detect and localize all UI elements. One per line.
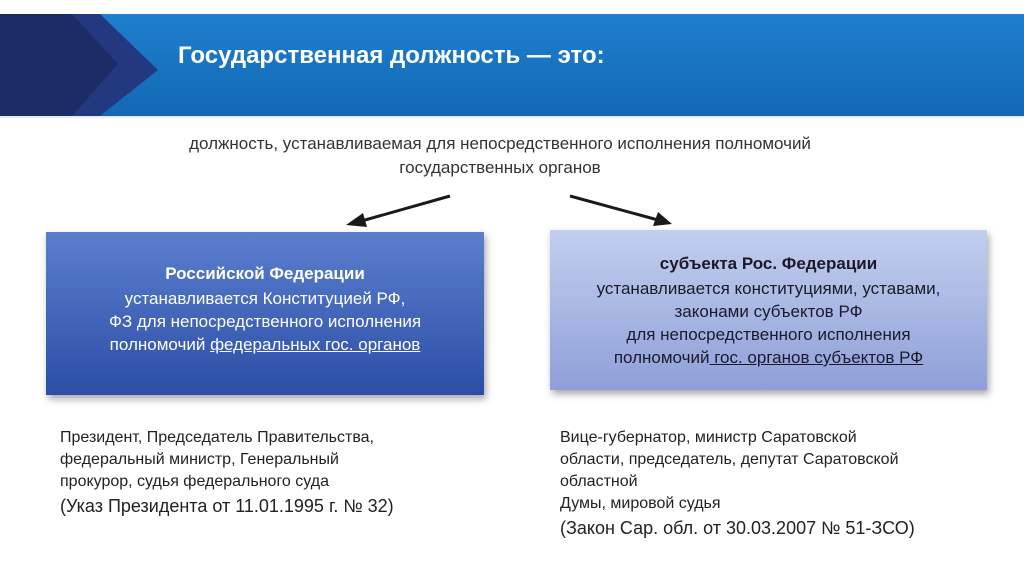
regional-examples-line-3: областной xyxy=(560,473,638,490)
regional-examples xyxy=(560,427,1000,541)
federal-box-line-3 xyxy=(46,333,484,356)
federal-decree-reference: (Указ Президента от 11.01.1995 г. № 32) xyxy=(60,496,394,516)
definition-text xyxy=(100,132,900,180)
branch-arrows xyxy=(330,186,690,230)
regional-box-line-1: устанавливается конституциями, уставами, xyxy=(596,279,941,298)
chevron-decoration xyxy=(0,0,160,130)
federal-examples xyxy=(60,427,480,519)
regional-law-reference: (Закон Сар. обл. от 30.03.2007 № 51-ЗСО) xyxy=(560,518,915,538)
federal-box-line-2: ФЗ для непосредственного исполнения xyxy=(108,312,422,331)
federal-examples-line-3: прокурор, судья федерального суда xyxy=(60,473,329,490)
federal-organs-link: федеральных гос. органов xyxy=(210,335,421,354)
regional-position-box xyxy=(550,230,987,390)
federal-box-line-3-prefix: полномочий xyxy=(109,335,211,354)
regional-box-line-4-prefix: полномочий xyxy=(613,348,710,367)
definition-line-1: должность, устанавливаемая для непосредственного исполнения полномочий xyxy=(189,134,811,153)
arrow-right-icon xyxy=(570,196,672,226)
federal-box-line-1: устанавливается Конституцией РФ, xyxy=(124,289,406,308)
regional-box-line-3: для непосредственного исполнения xyxy=(626,325,911,344)
page-title: Государственная должность — это: xyxy=(178,42,605,69)
federal-box-title: Российской Федерации xyxy=(165,264,365,283)
regional-examples-line-4: Думы, мировой судья xyxy=(560,495,721,512)
regional-box-title: субъекта Рос. Федерации xyxy=(659,254,878,273)
definition-line-2: государственных органов xyxy=(399,158,601,177)
federal-examples-line-2: федеральный министр, Генеральный xyxy=(60,451,339,468)
regional-examples-line-2: области, председатель, депутат Саратовской xyxy=(560,451,899,468)
federal-position-box xyxy=(46,232,484,395)
regional-box-line-4 xyxy=(550,346,987,369)
regional-organs-link: гос. органов субъектов РФ xyxy=(709,348,924,367)
regional-box-line-2: законами субъектов РФ xyxy=(674,302,863,321)
federal-examples-line-1: Президент, Председатель Правительства, xyxy=(60,429,374,446)
regional-examples-line-1: Вице-губернатор, министр Саратовской xyxy=(560,429,857,446)
arrow-left-icon xyxy=(346,196,450,227)
